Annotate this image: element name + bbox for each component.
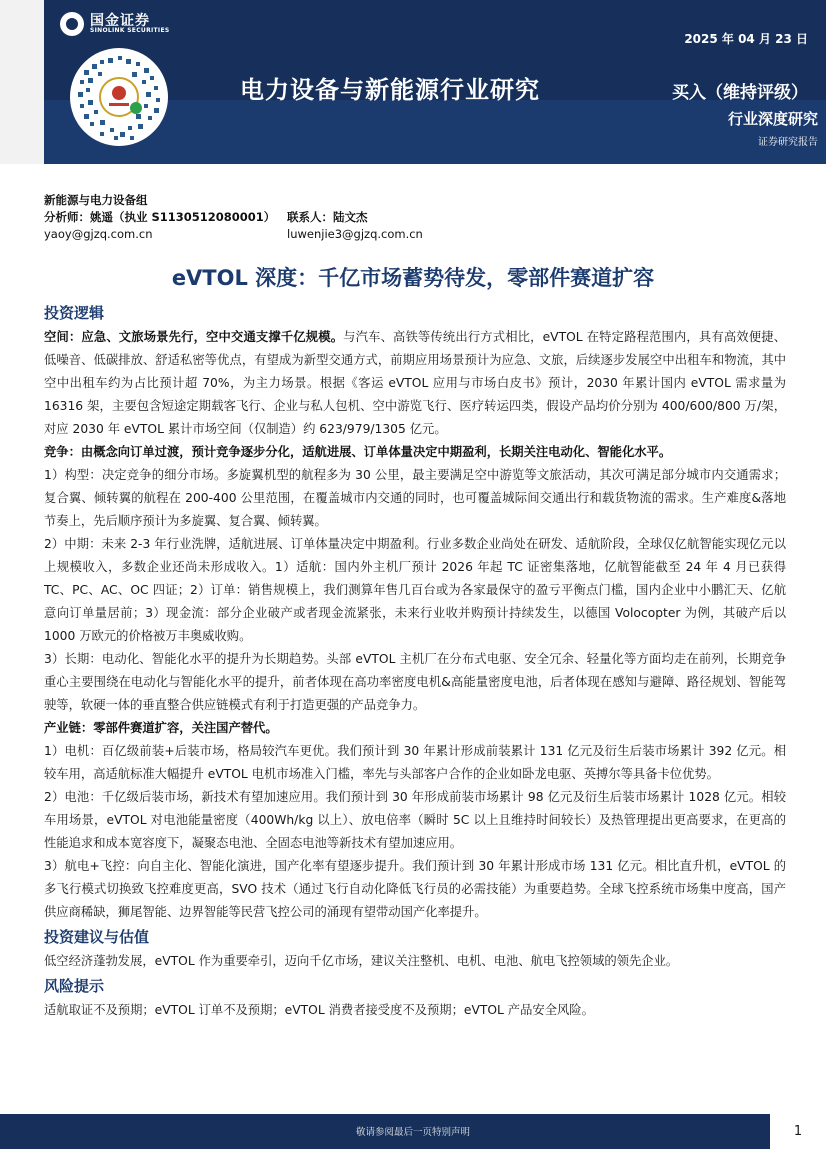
company-logo <box>60 12 169 36</box>
rating-label: 买入（维持评级） <box>672 83 808 103</box>
report-body <box>44 300 786 1022</box>
competition-lead: 竞争：由概念向订单过渡，预计竞争逐步分化，适航进展、订单体量决定中期盈利，长期关注电动化、智能化水平。 <box>44 445 672 459</box>
logo-cn-text: 国金证券 <box>90 12 150 29</box>
chain-lead: 产业链：零部件赛道扩容，关注国产替代。 <box>44 721 278 735</box>
paragraph-advice: 低空经济蓬勃发展，eVTOL 作为重要牵引，迈向千亿市场，建议关注整机、电机、电池、航电飞控领域的领先企业。 <box>44 954 679 968</box>
space-text: 与汽车、高铁等传统出行方式相比，eVTOL 在特定路程范围内，具有高效便捷、低噪音、低碳排放、舒适私密等优点，有望成为新型交通方式，前期应用场景预计为应急、文旅，后续逐步发展空中出租车和物流，其中空中出租车约为占比预计超 70%，为主力场景。根据《客运 eVTOL 应用与市场白皮书》预计，2030 年累计国内 eVTOL 需求量为 16316 架，主要包含短途定期载客飞行、企业与私人包机、空中游览飞行、医疗转运四类，假设产品均价分别为 400/600/800 万/架，对应 2030 年 eVTOL 累计市场空间（仅制造）约 623/979/1305 亿元。 <box>44 330 786 436</box>
header-title: 电力设备与新能源行业研究 <box>240 76 540 104</box>
report-type: 行业深度研究 <box>727 110 818 128</box>
report-subtype: 证券研究报告 <box>758 137 818 148</box>
research-group: 新能源与电力设备组 <box>44 193 148 207</box>
contact-name: 联系人：陆文杰 <box>287 210 368 224</box>
page-number: 1 <box>770 1114 826 1149</box>
analyst-info <box>44 192 423 243</box>
analyst-name: 分析师：姚遥（执业 S1130512080001） <box>44 210 276 224</box>
space-lead: 空间：应急、文旅场景先行，空中交通支撑千亿规模。 <box>44 330 344 344</box>
paragraph-risk: 适航取证不及预期；eVTOL 订单不及预期；eVTOL 消费者接受度不及预期；eVTOL 产品安全风险。 <box>44 1003 594 1017</box>
paragraph-competition-2: 2）中期：未来 2-3 年行业洗牌，适航进展、订单体量决定中期盈利。行业多数企业尚处在研发、适航阶段，全球仅亿航智能实现亿元以上规模收入，多数企业还尚未形成收入。1）适航：国内外主机厂预计 2026 年起 TC 证密集落地，亿航智能截至 24 年 4 月已获得 TC、PC、AC、OC 四证；2）订单：销售规模上，我们测算年售几百台或为各家最保守的盈亏平衡点门槛，国内企业中小鹏汇天、亿航意向订单量居前；3）现金流：部分企业破产或者现金流紧张，未来行业收并购预计持续发生，以德国 Volocopter 为例，其破产后以 1000 万欧元的价格被万丰奥威收购。 <box>44 537 786 643</box>
analyst-email[interactable]: yaoy@gjzq.com.cn <box>44 227 153 241</box>
section-heading-risk: 风险提示 <box>44 977 105 995</box>
report-date: 2025 年 04 月 23 日 <box>684 32 808 46</box>
sinolink-logo-icon <box>60 12 84 36</box>
section-heading-advice: 投资建议与估值 <box>44 928 150 946</box>
paragraph-competition-3: 3）长期：电动化、智能化水平的提升为长期趋势。头部 eVTOL 主机厂在分布式电驱、安全冗余、轻量化等方面均走在前列，长期竞争重心主要围绕在电动化与智能化水平的提升，前者体现在高功率密度电机&高能量密度电池，后者体现在感知与避障、路径规划、智能驾驶等，软硬一体的垂直整合供应链模式有利于打造更强的产品竞争力。 <box>44 652 786 712</box>
paragraph-competition-1: 1）构型：决定竞争的细分市场。多旋翼机型的航程多为 30 公里，最主要满足空中游览等文旅活动，其次可满足部分城市内交通需求；复合翼、倾转翼的航程在 200-400 公里范围，在覆盖城市内交通的同时，也可覆盖城际间交通出行和载货物流的需求。生产难度&落地节奏上，先后顺序预计为多旋翼、复合翼、倾转翼。 <box>44 468 786 528</box>
contact-email[interactable]: luwenjie3@gjzq.com.cn <box>287 227 423 241</box>
paragraph-chain-2: 2）电池：千亿级后装市场，新技术有望加速应用。我们预计到 30 年形成前装市场累计 98 亿元及衍生后装市场累计 1028 亿元。相较车用场景，eVTOL 对电池能量密度（400Wh/kg 以上）、放电倍率（瞬时 5C 以上且维持时间较长）及热管理提出更高要求，在更高的性能追求和成本宽容度下，凝聚态电池、全固态电池等新技术有望加速应用。 <box>44 790 786 850</box>
page-footer <box>0 1114 826 1149</box>
qr-code-icon <box>70 48 168 146</box>
header-left-edge <box>0 0 44 164</box>
paragraph-chain-1: 1）电机：百亿级前装+后装市场，格局较汽车更优。我们预计到 30 年累计形成前装累计 131 亿元及衍生后装市场累计 392 亿元。相较车用，高适航标准大幅提升 eVTOL 电机市场准入门槛，率先与头部客户合作的企业如卧龙电驱、英搏尔等具备卡位优势。 <box>44 744 786 781</box>
section-heading-logic: 投资逻辑 <box>44 304 105 322</box>
paragraph-chain-lead <box>44 717 786 740</box>
paragraph-chain-3: 3）航电+飞控：向自主化、智能化演进，国产化率有望逐步提升。我们预计到 30 年累计形成市场 131 亿元。相比直升机，eVTOL 的多飞行模式切换致飞控难度更高，SVO 技术（通过飞行自动化降低飞行员的必需技能）为重要趋势。全球飞控系统市场集中度高，国产供应商稀缺，狮尾智能、边界智能等民营飞控公司的涌现有望带动国产化率提升。 <box>44 859 786 919</box>
footer-disclaimer: 敬请参阅最后一页特别声明 <box>355 1127 470 1138</box>
qr-code-graphic <box>70 48 168 146</box>
logo-en-text: SINOLINK SECURITIES <box>90 27 170 35</box>
report-header <box>0 0 826 164</box>
paragraph-competition-lead <box>44 441 786 464</box>
document-title: eVTOL 深度：千亿市场蓄势待发，零部件赛道扩容 <box>171 266 655 290</box>
paragraph-space <box>44 326 786 441</box>
